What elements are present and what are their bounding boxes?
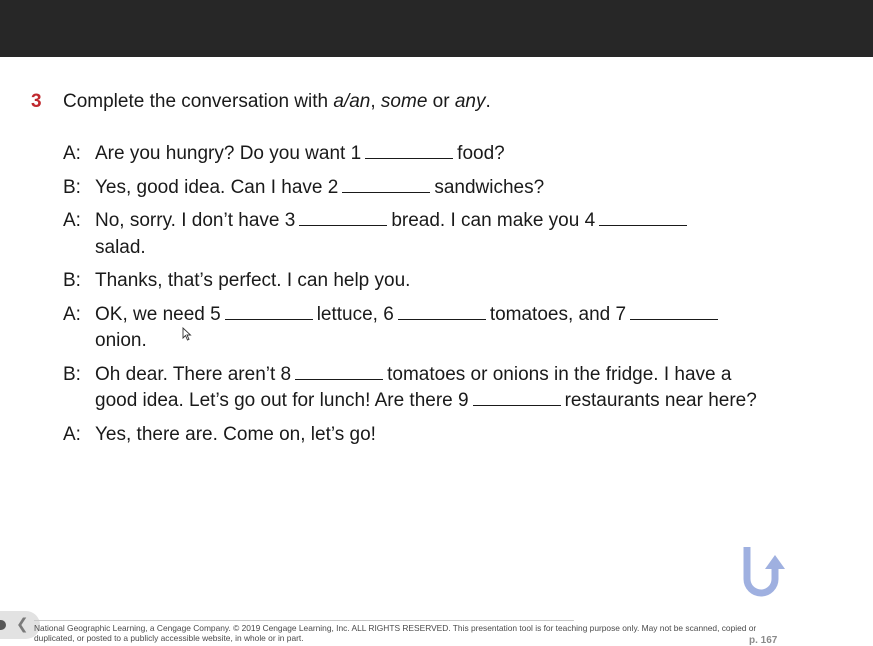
speaker-label: A: (63, 303, 81, 325)
answer-blank-9[interactable] (473, 389, 561, 406)
answer-blank-3[interactable] (299, 209, 387, 226)
speaker-label: A: (63, 143, 81, 164)
answer-blank-5[interactable] (225, 303, 313, 320)
chevron-left-icon: ❮ (16, 616, 29, 633)
page-number: p. 167 (749, 635, 778, 646)
speaker-label: B: (63, 363, 81, 385)
nav-dot (0, 620, 6, 630)
footer-divider (34, 620, 574, 621)
exercise-number: 3 (31, 91, 42, 112)
answer-blank-8[interactable] (295, 363, 383, 380)
top-bar (0, 0, 873, 57)
answer-blank-2[interactable] (342, 176, 430, 193)
conversation-line: A: Are you hungry? Do you want 1 food? (63, 141, 783, 168)
speaker-label: A: (63, 210, 81, 231)
mouse-cursor-icon (182, 327, 192, 341)
conversation-line: B: Yes, good idea. Can I have 2 sandwiches? (63, 175, 783, 202)
speaker-label: A: (63, 423, 81, 445)
conversation-line: A: No, sorry. I don’t have 3 bread. I can make you 4 salad. (63, 208, 783, 261)
conversation-line: A: OK, we need 5 lettuce, 6 tomatoes, and 7 onion. (63, 302, 783, 355)
conversation-line: B: Oh dear. There aren’t 8 tomatoes or onions in the fridge. I have a good idea. Let’s go out for lunch! Are there 9 restaurants near here? (63, 362, 783, 415)
conversation-line: B: Thanks, that’s perfect. I can help you. (63, 268, 783, 295)
speaker-label: B: (63, 270, 81, 291)
answer-blank-6[interactable] (398, 303, 486, 320)
conversation-line: A: Yes, there are. Come on, let’s go! (63, 422, 783, 449)
answer-blank-4[interactable] (599, 209, 687, 226)
answer-blank-7[interactable] (630, 303, 718, 320)
copyright-notice: National Geographic Learning, a Cengage Company. © 2019 Cengage Learning, Inc. ALL RIGHTS RESERVED. This presentation tool is for teaching purpose only. May not be scanned, copied or duplicated, or posted to a publicly accessible website, in whole or in part. (34, 623, 757, 643)
speaker-label: B: (63, 176, 81, 198)
return-up-arrow-icon[interactable] (740, 545, 786, 597)
conversation (63, 141, 783, 455)
exercise-instruction: 3 Complete the conversation with a/an, some or any. (31, 89, 491, 115)
answer-blank-1[interactable] (365, 142, 453, 159)
